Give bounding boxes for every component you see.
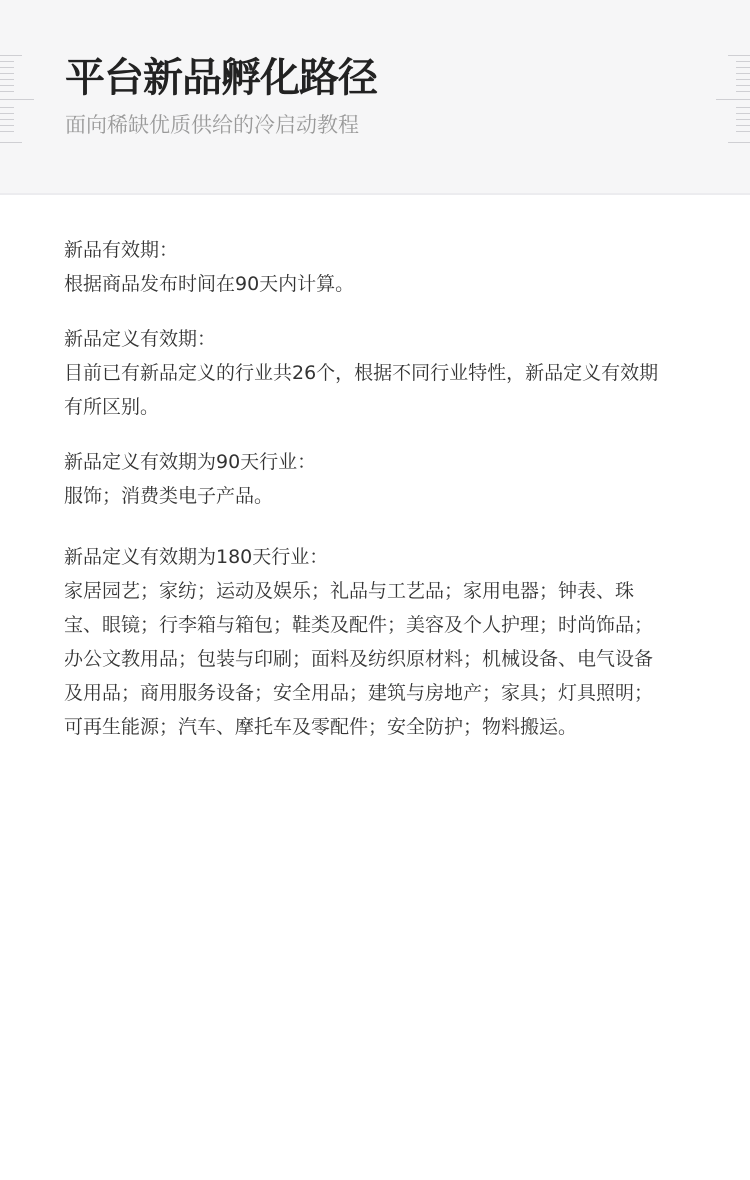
section-text: 目前已有新品定义的行业共26个，根据不同行业特性，新品定义有效期有所区别。 (64, 362, 659, 418)
section-180-day-industries (64, 540, 664, 744)
section-new-product-validity (64, 233, 664, 301)
decorative-lines-left (0, 55, 34, 143)
section-label: 新品定义有效期： (64, 328, 217, 350)
section-label: 新品定义有效期为90天行业： (64, 451, 317, 473)
section-text: 服饰；消费类电子产品。 (64, 485, 274, 507)
section-definition-validity (64, 322, 664, 424)
section-90-day-industries (64, 445, 664, 513)
decorative-lines-right (716, 55, 750, 143)
page-title: 平台新品孵化路径 (65, 55, 377, 101)
section-label: 新品定义有效期为180天行业： (64, 546, 329, 568)
section-text: 家居园艺；家纺；运动及娱乐；礼品与工艺品；家用电器；钟表、珠宝、眼镜；行李箱与箱包；鞋类及配件；美容及个人护理；时尚饰品；办公文教用品；包装与印刷；面料及纺织原材料；机械设备、电气设备及用品；商用服务设备；安全用品；建筑与房地产；家具；灯具照明；可再生能源；汽车、摩托车及零配件；安全防护；物料搬运。 (64, 580, 654, 738)
section-text: 根据商品发布时间在90天内计算。 (64, 273, 355, 295)
page-subtitle: 面向稀缺优质供给的冷启动教程 (65, 113, 359, 137)
page-header (0, 0, 750, 195)
section-label: 新品有效期： (64, 239, 179, 261)
content-body (64, 233, 664, 744)
